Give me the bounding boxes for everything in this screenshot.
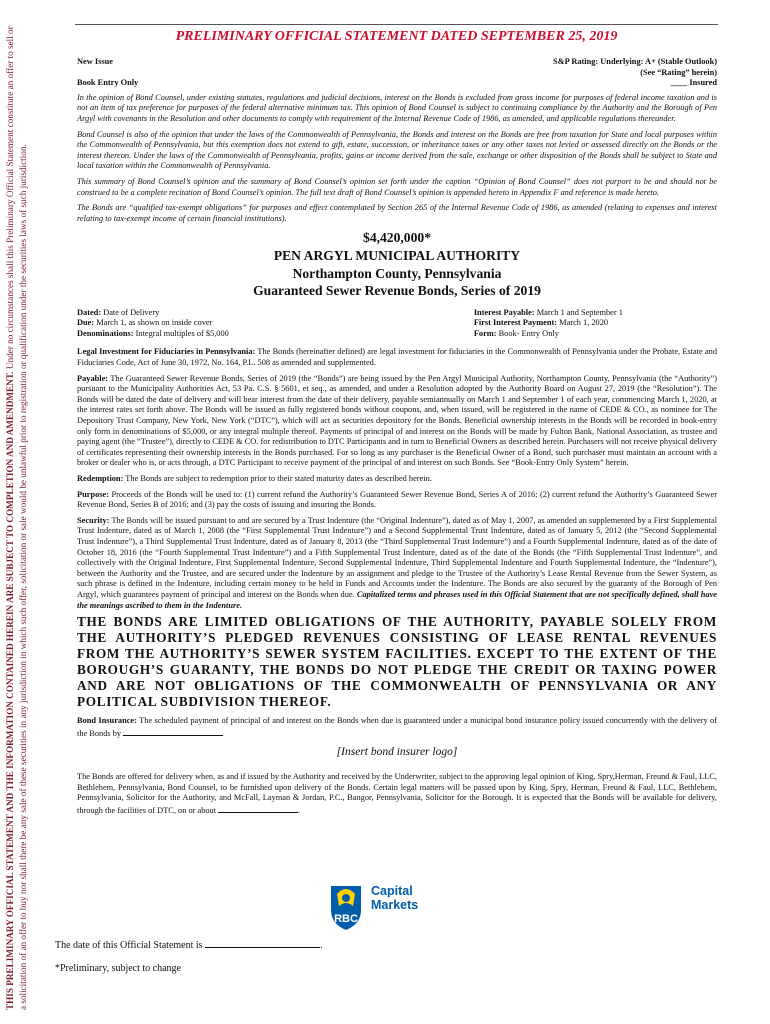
rbc-brand-text: RBC	[334, 913, 358, 925]
security-paragraph	[77, 516, 717, 611]
dated-value: Date of Delivery	[103, 307, 160, 317]
security-italic-note: Capitalized terms and phrases used in this Official Statement that are not specifically defined, shall have the meanings ascribed to them in the Indenture.	[77, 589, 717, 610]
denominations-value: Integral multiples of $5,000	[135, 328, 229, 338]
bond-series: Guaranteed Sewer Revenue Bonds, Series of 2019	[253, 283, 541, 299]
due-label: Due:	[77, 318, 95, 328]
offering-text: The Bonds are offered for delivery when, as and if issued by the Authority and received by the Underwriter, subject to the approving legal opinion of King, Spry,Herman, Freund & Faul, LLC, Bethlehem, Pennsylvania, Bond Counsel, to be furnished upon delivery of the Bonds. Certain legal matters will be passed upon by King, Spry, Herman, Freund & Faul, LLC, Bethlehem, Pennsylvania, Solicitor for the Authority, and McFall, Layman & Jordan, P.C., Bangor, Pennsylvania, Solicitor for the Borough. It is expected that the Bonds will be available for delivery, through the facilities of DTC, on or about	[77, 771, 717, 815]
redemption-label: Redemption:	[77, 474, 124, 483]
terms-right	[474, 308, 717, 340]
issuer-name: PEN ARGYL MUNICIPAL AUTHORITY	[273, 247, 521, 263]
payable-text: The Guaranteed Sewer Revenue Bonds, Series of 2019 (the “Bonds”) are being issued by the Pen Argyl Municipal Authority, Northampton County, Pennsylvania (the “Authority”) pursuant to the Municipality Authorities Act, 53 Pa. C.S. § 5601, et seq., as amended, and under a Resolution adopted by the Authority Board on August 27, 2019 (the “Resolution”). The Bonds will be dated the date of delivery and will bear interest from the date of their delivery, payable semiannually on March 1 and September 1 of each year, commencing March 1, 2020, at the interest rates set forth above. The Bonds will be issued as fully registered bonds without coupons, and, when issued, will be registered in the name of CEDE & CO., as nominee for The Depository Trust Company, New York, New York (“DTC”), which will act as securities depository for the Bonds. Beneficial ownership interests in the Bonds will be recorded in book-entry only form in denominations of $5,000, or any integral multiple thereof. Payments of principal of and interest on the Bonds will be made by Fulton Bank, National Association, as trustee and paying agent (the “Trustee”), directly to CEDE & CO. for redistribution to DTC Participants and in turn to Beneficial Owners as described herein. Purchasers will not receive physical delivery of certificates representing their ownership interests in the Bonds purchased. For so long as any purchaser is the Beneficial Owner of a Bond, such purchaser must maintain an account with a broker or dealer who is, or acts through, a DTC Participant to receive payment of the principal of and interest on such Bonds. See “Book-Entry Only System” herein.	[77, 373, 718, 468]
opinion-paragraph-3: This summary of Bond Counsel’s opinion and the summary of Bond Counsel’s opinion set forth under the caption “Opinion of Bond Counsel” does not purport to be and should not be construed to be a complete recitation of Bond Counsel’s opinion. The full text draft of Bond Counsel’s opinion is appended hereto in Appendix F and reference is made hereto.	[77, 176, 717, 197]
redemption-text: The Bonds are subject to redemption prior to their stated maturity dates as described herein.	[125, 474, 432, 483]
dated-label: Dated:	[77, 307, 102, 317]
rbc-capital-markets-logo	[325, 880, 435, 932]
book-entry-label: Book Entry Only	[77, 78, 139, 88]
form-value: Book- Entry Only	[498, 328, 559, 338]
page-title: PRELIMINARY OFFICIAL STATEMENT DATED SEPTEMBER 25, 2019	[175, 29, 618, 44]
rating-line-3: ____ Insured	[670, 78, 717, 88]
bond-amount: $4,420,000*	[363, 230, 431, 246]
rating-line-2: (See “Rating” herein)	[640, 67, 717, 77]
rbc-shield-icon	[325, 880, 367, 932]
rating-line-1: S&P Rating: Underlying: A+ (Stable Outlook)	[553, 57, 717, 66]
purpose-paragraph	[77, 490, 717, 511]
rbc-wordmark	[371, 884, 418, 912]
bond-insurance-text: The scheduled payment of principal of and interest on the Bonds when due is guaranteed under a municipal bond insurance policy issued concurrently with the delivery of the Bonds by	[77, 716, 717, 738]
purpose-label: Purpose:	[77, 489, 109, 499]
side-disclaimer	[0, 0, 64, 1024]
legal-investment-paragraph	[77, 347, 717, 368]
opinion-paragraph-4: The Bonds are “qualified tax-exempt obligations” for purposes and effect contemplated by Section 265 of the Internal Revenue Code of 1986, as amended (relating to expenses and interest relating to tax-exempt income of certain financial institutions).	[77, 203, 717, 223]
official-statement-date-line: The date of this Official Statement is .	[55, 940, 323, 951]
county-name: Northampton County, Pennsylvania	[292, 265, 502, 281]
new-issue-label: New Issue	[77, 57, 113, 66]
interest-payable-label: Interest Payable:	[473, 307, 535, 317]
first-interest-value: March 1, 2020	[559, 318, 609, 328]
rbc-word-markets: Markets	[371, 898, 419, 912]
opinion-paragraph-2: Bond Counsel is also of the opinion that under the laws of the Commonwealth of Pennsylvania, the Bonds and interest on the Bonds are free from taxation for State and local purposes within the Commonwealth of Pennsylvania, but this exemption does not extend to gift, estate, succession, or inheritance taxes or any other taxes not levied or assessed directly on the Bonds or the interest thereon. Under the laws of the Commonwealth of Pennsylvania, profits, gains or income derived from the sale, exchange or other disposition of the Bonds shall be subject to State and local taxation within the Commonwealth of Pennsylvania.	[77, 129, 717, 171]
bond-terms	[77, 308, 717, 340]
issue-row	[77, 57, 717, 78]
side-disclaimer-text: Under no circumstances shall this Preliminary Official Statement constitute an offer to sell or a solicitation of an offer to buy nor shall there be any sale of these securities in any jurisdiction in which such offer, solicitation or sale would be unlawful prior to registration or qualification under the securities laws of such jurisdiction.	[5, 26, 28, 1010]
bond-insurance-label: Bond Insurance:	[77, 716, 137, 726]
payable-paragraph	[77, 374, 717, 469]
limited-obligations-notice: THE BONDS ARE LIMITED OBLIGATIONS OF THE AUTHORITY, PAYABLE SOLELY FROM THE AUTHORITY’S PLEDGED REVENUES CONSISTING OF LEASE RENTAL REVENUES FROM THE AUTHORITY’S SEWER SYSTEM FACILITIES. EXCEPT TO THE EXTENT OF THE BOROUGH’S GUARANTY, THE BONDS DO NOT PLEDGE THE CREDIT OR TAXING POWER AND ARE NOT OBLIGATIONS OF THE COMMONWEALTH OF PENNSYLVANIA OR ANY POLITICAL SUBDIVISION THEREOF.	[77, 614, 717, 710]
form-label: Form:	[473, 328, 497, 338]
first-interest-label: First Interest Payment:	[473, 318, 558, 328]
payable-label: Payable:	[77, 373, 109, 383]
rating-block	[553, 57, 717, 78]
purpose-text: Proceeds of the Bonds will be used to: (1) current refund the Authority’s Guaranteed Sewer Revenue Bond, Series A of 2016; (2) current refund the Authority’s Guaranteed Sewer Revenue Bond, Series B of 2016; and (3) pay the costs of issuing and insuring the Bonds.	[77, 489, 717, 510]
opinion-paragraph-1: In the opinion of Bond Counsel, under existing statutes, regulations and judicial decisions, interest on the Bonds is excluded from gross income for purposes of federal income taxation and is not an item of tax preference for purposes of the federal alternative minimum tax. This opinion of Bond Counsel is subject to continuing compliance by the Authority and the Borough of Pen Argyl with covenants in the Resolution and other documents to comply with requirement of the Internal Revenue Code of 1986, as amended, and applicable regulations thereunder.	[77, 92, 717, 123]
official-statement-date-blank	[205, 939, 320, 948]
denominations-label: Denominations:	[77, 328, 134, 338]
top-rule	[75, 24, 718, 25]
due-value: March 1, as shown on inside cover	[96, 318, 213, 328]
preliminary-footnote: *Preliminary, subject to change	[55, 963, 181, 974]
bond-insurance-paragraph	[77, 716, 717, 739]
book-entry-row	[77, 78, 717, 89]
insurer-logo-placeholder: [Insert bond insurer logo]	[336, 746, 458, 759]
terms-left	[77, 308, 384, 340]
main-content	[77, 57, 717, 821]
interest-payable-value: March 1 and September 1	[536, 307, 623, 317]
legal-investment-label: Legal Investment for Fiduciaries in Pennsylvania:	[77, 347, 256, 357]
insurer-blank	[123, 727, 223, 736]
redemption-paragraph	[77, 474, 717, 485]
security-label: Security:	[77, 515, 110, 525]
delivery-date-blank	[218, 804, 298, 813]
side-disclaimer-bold: THIS PRELIMINARY OFFICIAL STATEMENT AND THE INFORMATION CONTAINED HEREIN ARE SUBJECT TO COMPLETION AND AMENDMENT.	[5, 371, 15, 1010]
offering-paragraph: The Bonds are offered for delivery when, as and if issued by the Authority and received by the Underwriter, subject to the approving legal opinion of King, Spry,Herman, Freund & Faul, LLC, Bethlehem, Pennsylvania, Bond Counsel, to be furnished upon delivery of the Bonds. Certain legal matters will be passed upon by King, Spry, Herman, Freund & Faul, LLC, Bethlehem, Pennsylvania, Solicitor for the Authority, and McFall, Layman & Jordan, P.C., Bangor, Pennsylvania, Solicitor for the Borough. It is expected that the Bonds will be available for delivery, through the facilities of DTC, on or about .	[77, 771, 717, 815]
security-text: The Bonds will be issued pursuant to and are secured by a Trust Indenture (the “Original Indenture”), dated as of May 1, 2007, as amended an supplemented by a First Supplemental Trust Indenture, dated as of March 1, 2008 (the “First Supplemental Trust Indenture”) and a Second Supplemental Trust Indenture, dated as of January 5, 2012 (the “Second Supplemental Trust Indenture”), a Third Supplemental Trust Indenture, dated as of January 8, 2013 (the “Third Supplemental Trust Indenture”) and a Fourth Supplemental Indenture, dated as of the date of October 18, 2016 (the “Fourth Supplemental Trust Indenture”) and a Fifth Supplemental Trust Indenture, dated as of the date of the Bonds (the “Fifth Supplemental Trust Indenture”, and collectively with the Original Indenture, First Supplemental Indenture, Second Supplemental Indenture, Third Supplemental Indenture and Fourth Supplemental Indenture, the “Indenture”), between the Authority and the Trustee, and are secured under the Indenture by an assignment and pledge to the Trustee of the Authority’s Lease Rental Revenue from the Sewer System, as such phrase is defined in the Indenture, including certain money to be held in Funds and Accounts under the Indenture. The Bonds are also secured by the guaranty of the Borough of Pen Argyl, which guarantees payment of principal and interest on the Bonds when due.	[77, 515, 718, 599]
legal-investment-text: The Bonds (hereinafter defined) are legal investment for fiduciaries in the Commonwealth of Pennsylvania under the Probate, Estate and Fiduciaries Code, Act of June 30, 1972, No. 164, P.L. 508 as amended and supplemented.	[77, 347, 717, 368]
bond-title-block	[77, 229, 717, 299]
rbc-word-capital: Capital	[371, 884, 413, 898]
official-statement-date-label: The date of this Official Statement is	[55, 940, 203, 951]
